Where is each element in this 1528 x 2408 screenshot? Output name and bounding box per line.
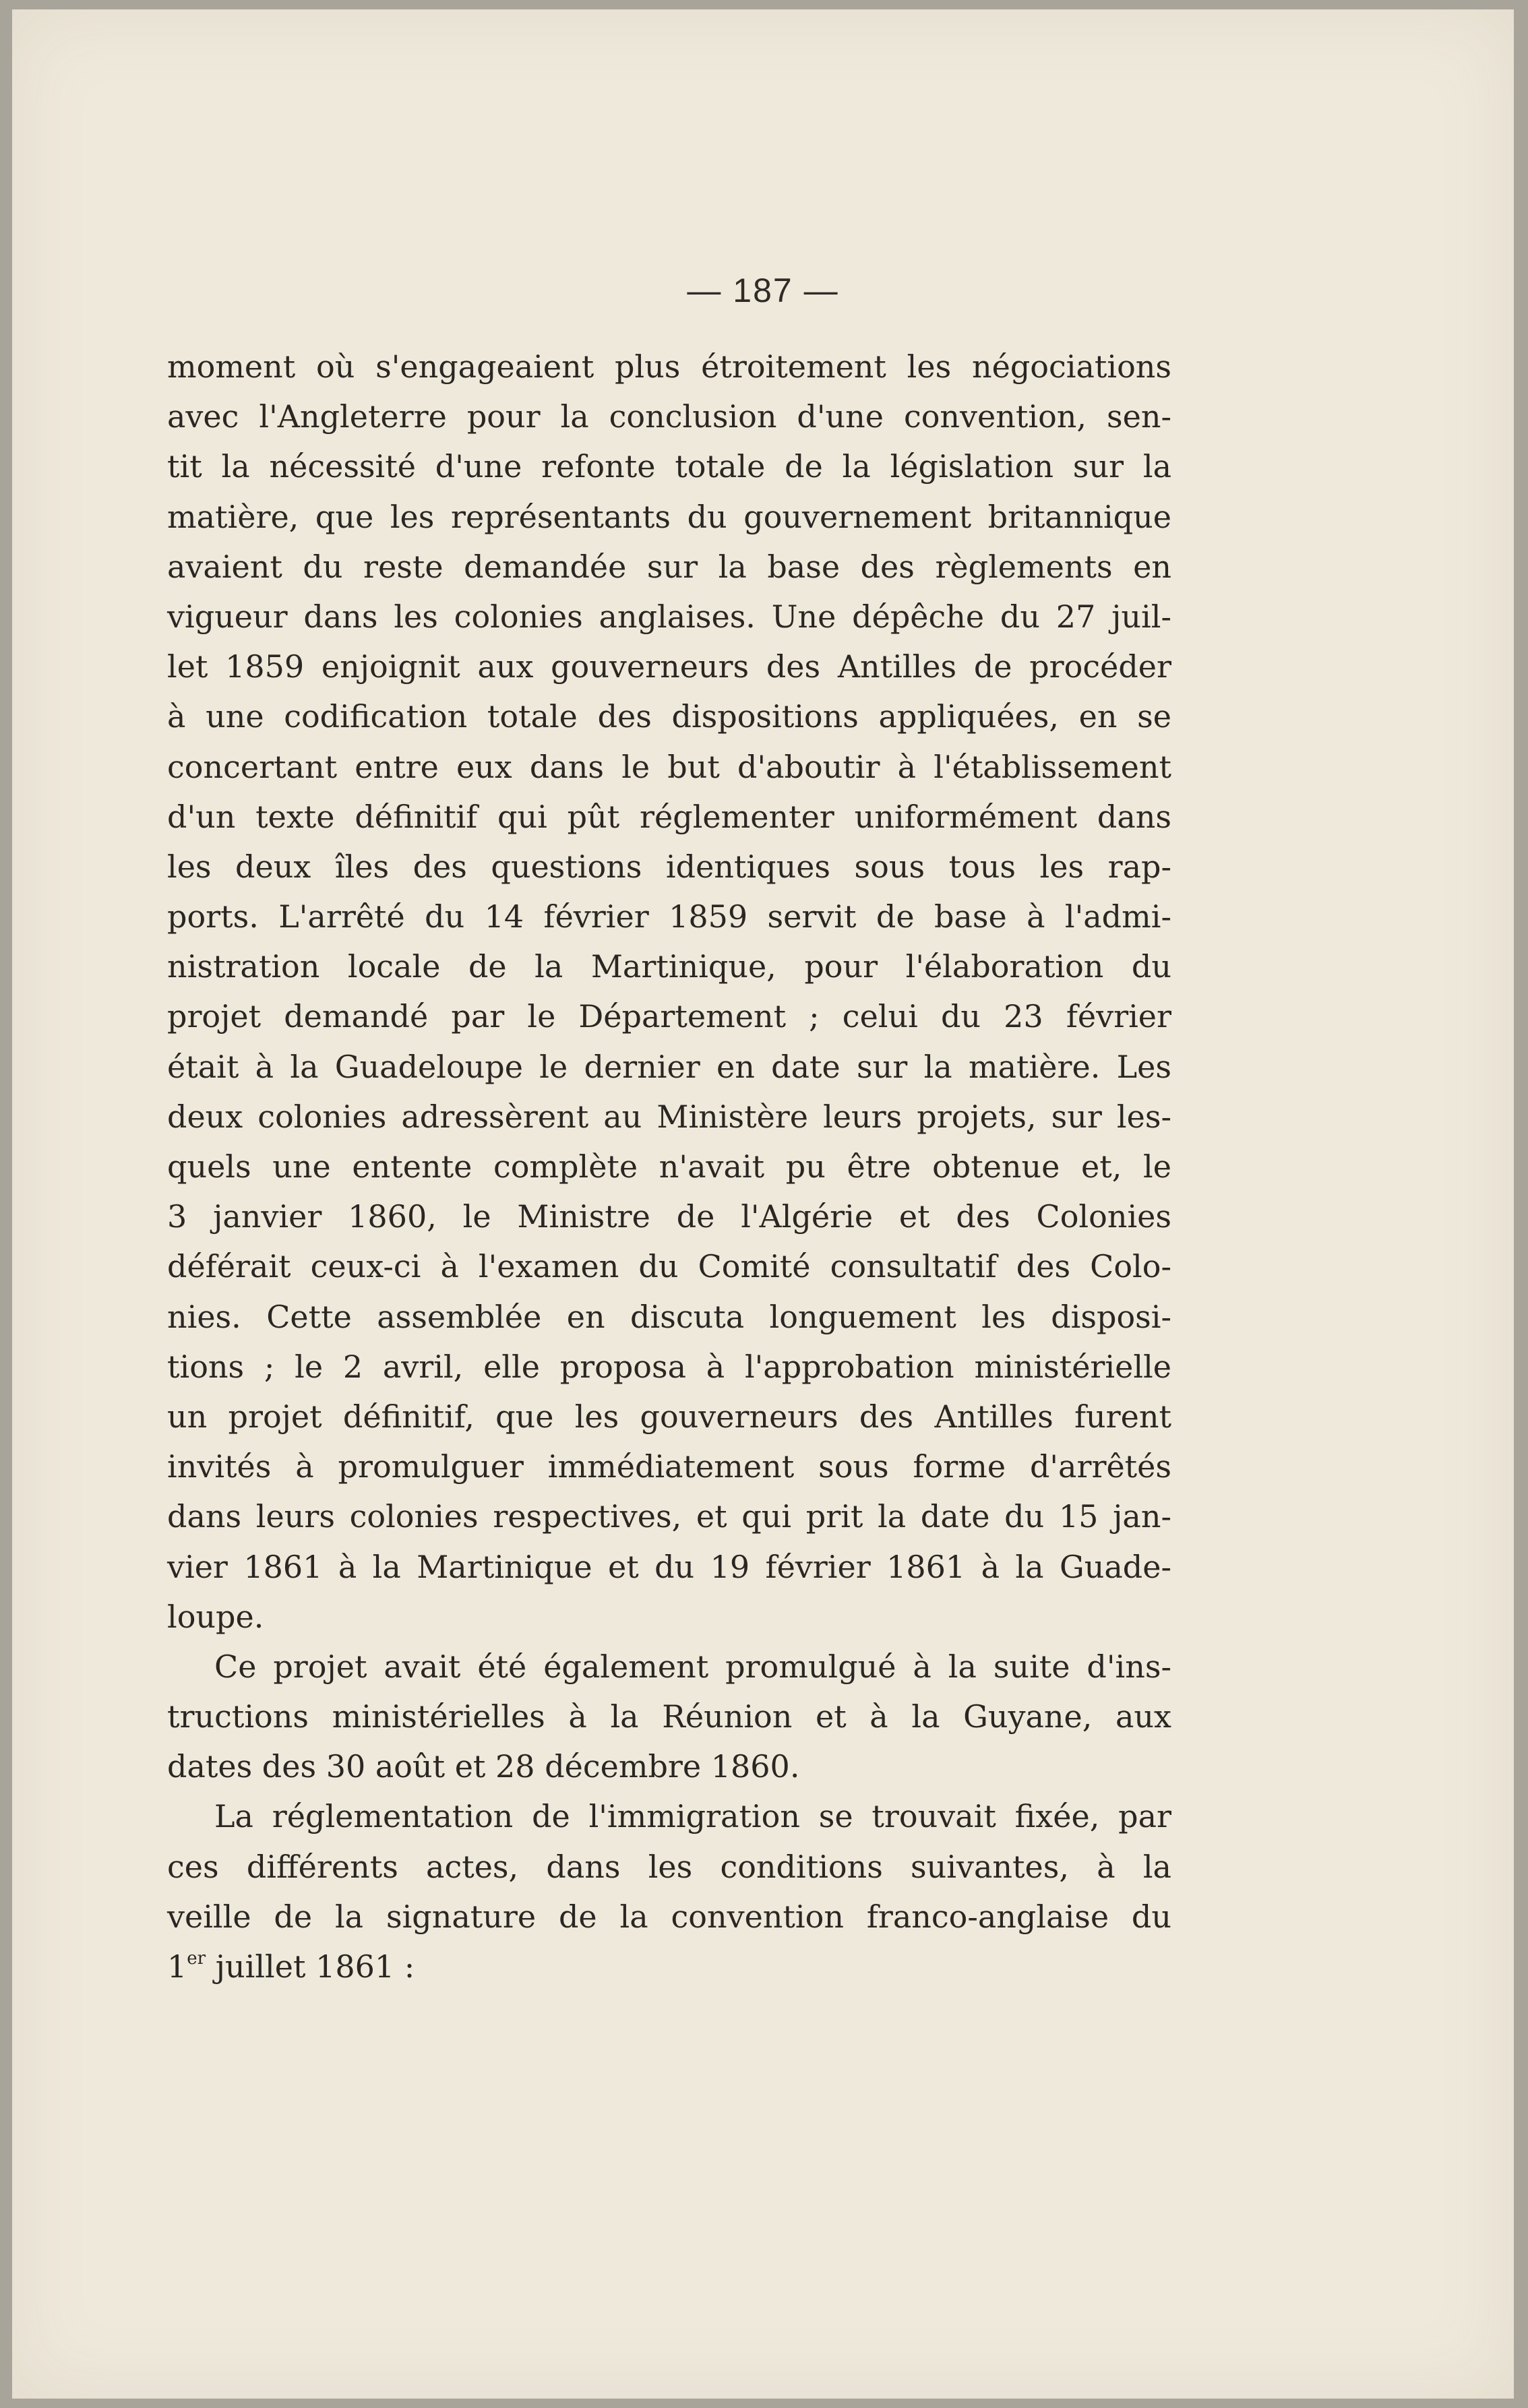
text-line: La réglementation de l'immigration se trouvait fixée, par bbox=[214, 1798, 1171, 1835]
text-line: Ce projet avait été également promulgué à la suite d'ins- bbox=[214, 1648, 1171, 1685]
text-line: avec l'Angleterre pour la conclusion d'une convention, sen- bbox=[167, 398, 1171, 435]
text-line: invités à promulguer immédiatement sous forme d'arrêtés bbox=[167, 1448, 1171, 1485]
text-line: nistration locale de la Martinique, pour l'élaboration du bbox=[167, 948, 1171, 985]
text-line-final bbox=[167, 1942, 1171, 1992]
text-line: vigueur dans les colonies anglaises. Une dépêche du 27 juil- bbox=[167, 598, 1171, 635]
text-line: deux colonies adressèrent au Ministère leurs projets, sur les- bbox=[167, 1098, 1171, 1135]
text-line: quels une entente complète n'avait pu être obtenue et, le bbox=[167, 1148, 1171, 1185]
text-line: let 1859 enjoignit aux gouverneurs des Antilles de procéder bbox=[167, 648, 1171, 685]
text-line: à une codification totale des dispositions appliquées, en se bbox=[167, 698, 1171, 735]
body-text bbox=[167, 342, 1171, 1992]
date-rest: juillet 1861 : bbox=[206, 1948, 415, 1985]
text-line: vier 1861 à la Martinique et du 19 février 1861 à la Guade- bbox=[167, 1548, 1171, 1585]
text-line: veille de la signature de la convention franco-anglaise du bbox=[167, 1898, 1171, 1935]
text-line: moment où s'engageaient plus étroitement les négociations bbox=[167, 348, 1171, 385]
document-page bbox=[12, 9, 1514, 2399]
page-number: — 187 — bbox=[687, 272, 839, 309]
text-line: déférait ceux-ci à l'examen du Comité consultatif des Colo- bbox=[167, 1248, 1171, 1285]
text-line: concertant entre eux dans le but d'aboutir à l'établissement bbox=[167, 748, 1171, 785]
ordinal-superscript: er bbox=[187, 1948, 206, 1969]
text-line: loupe. bbox=[167, 1598, 264, 1635]
text-line: les deux îles des questions identiques sous tous les rap- bbox=[167, 848, 1171, 885]
text-line: avaient du reste demandée sur la base des règlements en bbox=[167, 548, 1171, 585]
text-line: projet demandé par le Département ; celui du 23 février bbox=[167, 998, 1171, 1035]
text-line: matière, que les représentants du gouvernement britannique bbox=[167, 498, 1171, 535]
text-line: nies. Cette assemblée en discuta longuement les disposi- bbox=[167, 1298, 1171, 1335]
text-line: était à la Guadeloupe le dernier en date sur la matière. Les bbox=[167, 1048, 1171, 1085]
text-line: dans leurs colonies respectives, et qui prit la date du 15 jan- bbox=[167, 1498, 1171, 1535]
text-line: dates des 30 août et 28 décembre 1860. bbox=[167, 1748, 800, 1785]
text-line: tions ; le 2 avril, elle proposa à l'approbation ministérielle bbox=[167, 1348, 1171, 1385]
text-line: un projet définitif, que les gouverneurs des Antilles furent bbox=[167, 1398, 1171, 1435]
text-line: ces différents actes, dans les conditions suivantes, à la bbox=[167, 1848, 1171, 1885]
text-line: tit la nécessité d'une refonte totale de la législation sur la bbox=[167, 448, 1171, 485]
date-ordinal: 1 bbox=[167, 1948, 187, 1985]
text-line: d'un texte définitif qui pût réglementer uniformément dans bbox=[167, 798, 1171, 835]
text-line: ports. L'arrêté du 14 février 1859 servit de base à l'admi- bbox=[167, 898, 1171, 935]
text-line: tructions ministérielles à la Réunion et à la Guyane, aux bbox=[167, 1698, 1171, 1735]
text-line: 3 janvier 1860, le Ministre de l'Algérie et des Colonies bbox=[167, 1198, 1171, 1235]
